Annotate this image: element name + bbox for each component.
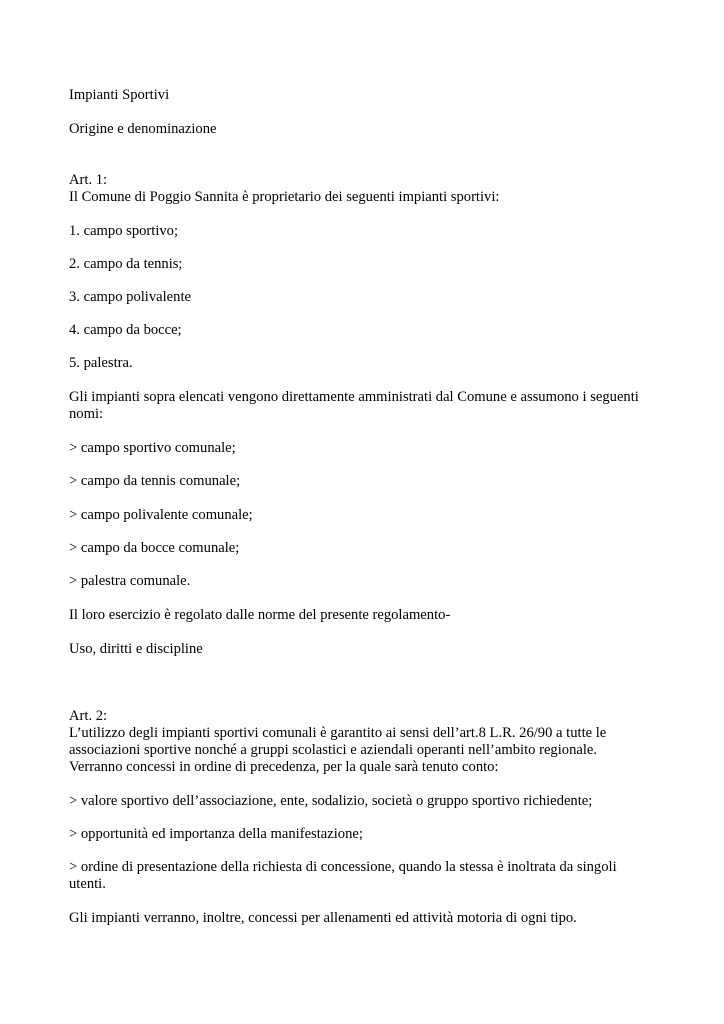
list-item: 1. campo sportivo; <box>69 223 179 239</box>
criteria-item: > opportunità ed importanza della manifestazione; <box>69 826 363 842</box>
list-item: 5. palestra. <box>69 355 133 371</box>
list-item: 4. campo da bocce; <box>69 322 182 338</box>
document-heading: Impianti Sportivi <box>69 87 170 103</box>
criteria-item-line1: > ordine di presentazione della richiesta di concessione, quando la stessa è inoltrata da singoli <box>69 859 617 875</box>
list-item: 3. campo polivalente <box>69 289 191 305</box>
criteria-item: > valore sportivo dell’associazione, ente, sodalizio, società o gruppo sportivo richiedente; <box>69 793 593 809</box>
article-2-para-line1: L’utilizzo degli impianti sportivi comunali è garantito ai sensi dell’art.8 L.R. 26/90 a tutte le <box>69 725 607 741</box>
list-item: > campo sportivo comunale; <box>69 440 236 456</box>
section-title-origine: Origine e denominazione <box>69 121 217 137</box>
list-item: > campo da tennis comunale; <box>69 473 241 489</box>
list-item: > campo polivalente comunale; <box>69 507 253 523</box>
names-intro-line2: nomi: <box>69 406 104 422</box>
list-item: > campo da bocce comunale; <box>69 540 240 556</box>
article-2-para-line3: Verranno concessi in ordine di precedenza, per la quale sarà tenuto conto: <box>69 759 499 775</box>
names-intro-line1: Gli impianti sopra elencati vengono direttamente amministrati dal Comune e assumono i seguenti <box>69 389 639 405</box>
article-1-label: Art. 1: <box>69 172 108 188</box>
article-1-intro: Il Comune di Poggio Sannita è proprietario dei seguenti impianti sportivi: <box>69 189 500 205</box>
article-1-closing: Il loro esercizio è regolato dalle norme del presente regolamento- <box>69 607 451 623</box>
article-2-label: Art. 2: <box>69 708 108 724</box>
article-2-para-line2: associazioni sportive nonché a gruppi scolastici e aziendali operanti nell’ambito regionale. <box>69 742 598 758</box>
list-item: > palestra comunale. <box>69 573 191 589</box>
section-title-uso: Uso, diritti e discipline <box>69 641 203 657</box>
criteria-item-line2: utenti. <box>69 876 106 892</box>
list-item: 2. campo da tennis; <box>69 256 183 272</box>
article-2-final: Gli impianti verranno, inoltre, concessi per allenamenti ed attività motoria di ogni tipo. <box>69 910 577 926</box>
